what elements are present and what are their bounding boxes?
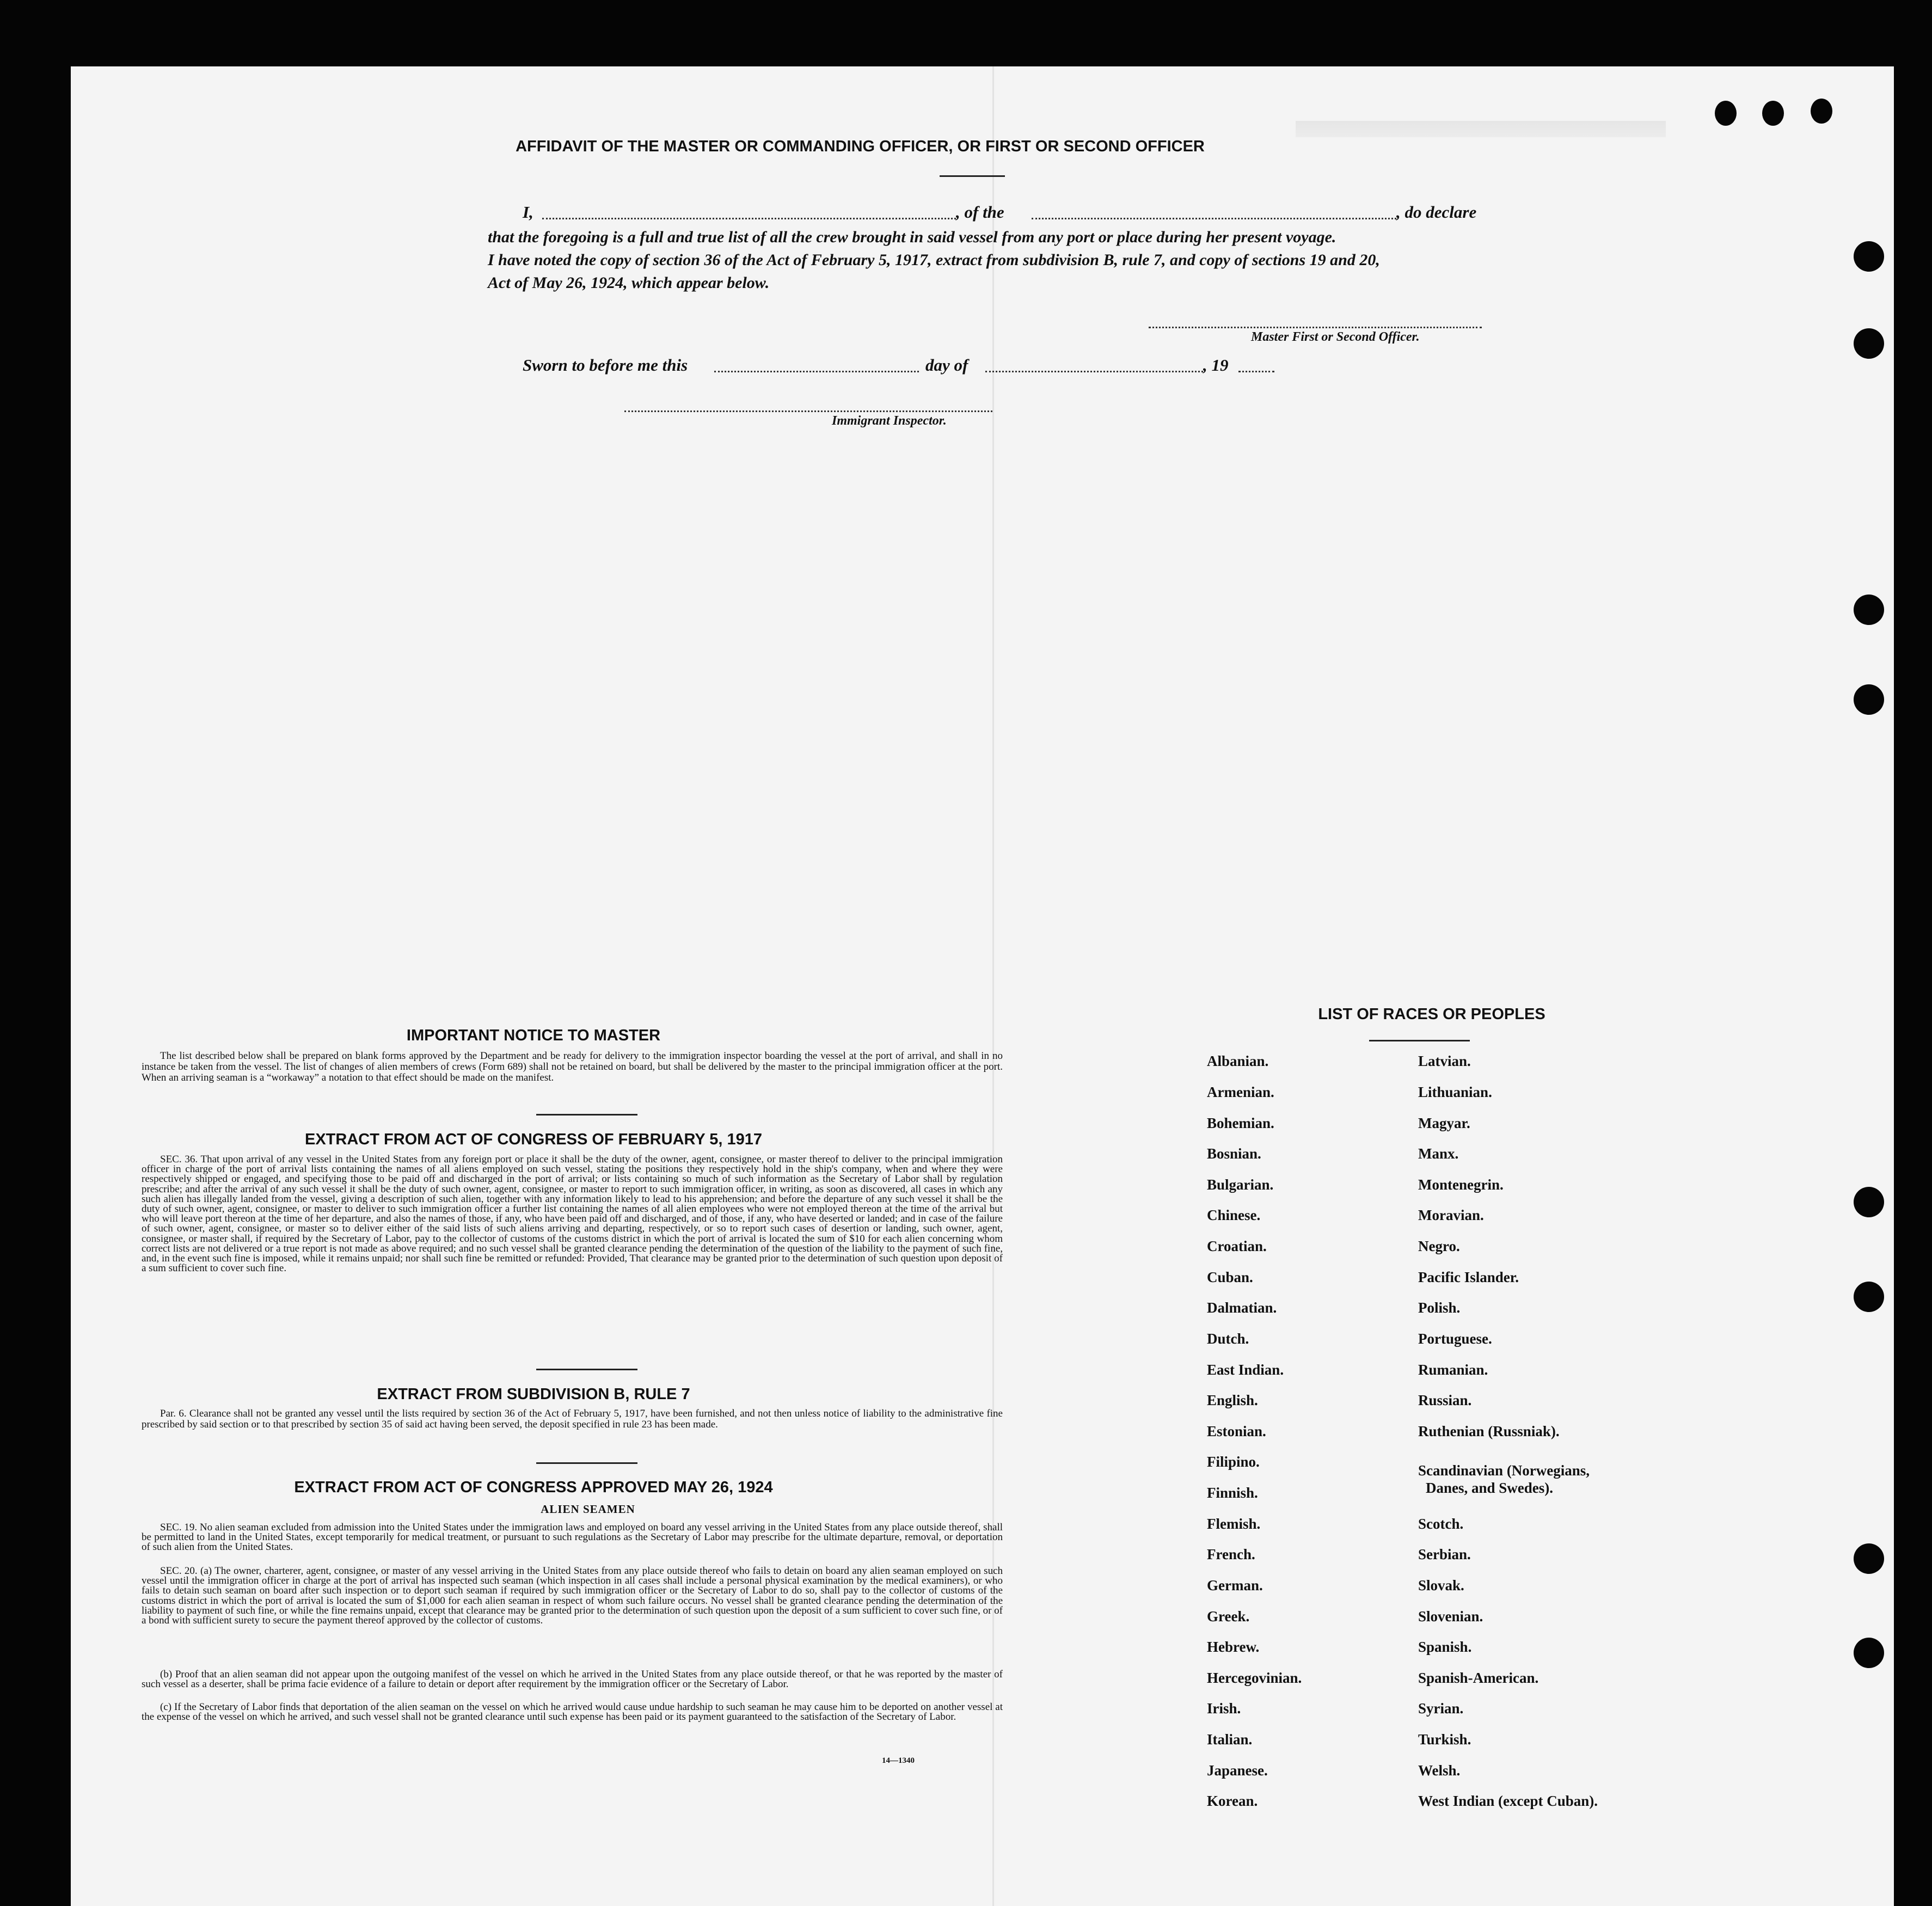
sworn-day-of: day of <box>925 356 968 375</box>
race-item: Albanian. <box>1207 1053 1269 1069</box>
punch-hole-icon <box>1854 241 1884 272</box>
notice-title: IMPORTANT NOTICE TO MASTER <box>406 1027 661 1044</box>
race-item: Spanish-American. <box>1418 1670 1539 1686</box>
race-item: Chinese. <box>1207 1207 1261 1223</box>
race-item: Bulgarian. <box>1207 1176 1274 1193</box>
affidavit-title: AFFIDAVIT OF THE MASTER OR COMMANDING OFFICER, OR FIRST OR SECOND OFFICER <box>516 138 1205 155</box>
race-item: Latvian. <box>1418 1053 1471 1069</box>
race-item: Magyar. <box>1418 1115 1470 1131</box>
punch-hole-icon <box>1811 99 1832 124</box>
extract-1924-subtitle: ALIEN SEAMEN <box>541 1503 635 1516</box>
declare-line-2: that the foregoing is a full and true list of all the crew brought in said vessel from any port or place during her present voyage. <box>488 228 1336 246</box>
race-item: Moravian. <box>1418 1207 1484 1223</box>
divider-3 <box>536 1462 637 1464</box>
sworn-day-blank[interactable] <box>714 371 919 372</box>
race-item: Dutch. <box>1207 1331 1249 1347</box>
race-item: Montenegrin. <box>1418 1176 1504 1193</box>
extract-1924-sec20c: (c) If the Secretary of Labor finds that deportation of the alien seaman on the vessel on which he arrived would cause undue hardship to such seaman he may cause him to be deported on another vessel at the expense of the vessel on which he arrived, and such vessel shall not be granted clearance until such expense has been paid or its payment guaranteed to the satisfaction of the Secretary of Labor. <box>142 1701 1003 1723</box>
race-item: Welsh. <box>1418 1762 1461 1779</box>
race-item: German. <box>1207 1577 1263 1594</box>
race-item: Pacific Islander. <box>1418 1269 1519 1285</box>
race-item: Croatian. <box>1207 1238 1267 1254</box>
race-item: Cuban. <box>1207 1269 1253 1285</box>
title-underline <box>940 175 1005 177</box>
race-item: Japanese. <box>1207 1762 1268 1779</box>
vessel-blank[interactable] <box>1032 218 1396 219</box>
form-number: 14—1340 <box>882 1756 915 1765</box>
declare-i: I, <box>523 203 533 222</box>
race-item: Rumanian. <box>1418 1362 1488 1378</box>
bleed-through-header <box>1296 121 1666 137</box>
declare-line-3: I have noted the copy of section 36 of the Act of February 5, 1917, extract from subdivision B, rule 7, and copy of sections 19 and 20, <box>488 251 1380 269</box>
race-item: Russian. <box>1418 1392 1472 1408</box>
master-signature-line[interactable] <box>1149 327 1482 328</box>
race-item: Portuguese. <box>1418 1331 1492 1347</box>
race-item: Lithuanian. <box>1418 1084 1492 1100</box>
race-item: Bohemian. <box>1207 1115 1274 1131</box>
race-item: Greek. <box>1207 1608 1250 1625</box>
race-item: Slovenian. <box>1418 1608 1483 1625</box>
race-item: Italian. <box>1207 1731 1253 1748</box>
inspector-signature-line[interactable] <box>624 410 992 412</box>
race-item: English. <box>1207 1392 1258 1408</box>
document-sheet <box>71 66 1894 1906</box>
punch-hole-icon <box>1854 1543 1884 1574</box>
races-title: LIST OF RACES OR PEOPLES <box>1318 1006 1545 1023</box>
extract-1924-title: EXTRACT FROM ACT OF CONGRESS APPROVED MAY 26, 1924 <box>294 1479 773 1496</box>
sworn-line <box>523 356 1285 377</box>
race-item: Bosnian. <box>1207 1145 1261 1162</box>
sworn-month-blank[interactable] <box>985 371 1203 372</box>
race-item: Polish. <box>1418 1300 1461 1316</box>
name-blank[interactable] <box>542 218 956 219</box>
race-item: Spanish. <box>1418 1639 1472 1655</box>
races-underline <box>1369 1040 1470 1041</box>
race-item: Syrian. <box>1418 1700 1464 1717</box>
race-item: Negro. <box>1418 1238 1460 1254</box>
extract-1924-sec20b: (b) Proof that an alien seaman did not appear upon the outgoing manifest of the vessel on which he arrived in the United States from any place outside thereof, or that he was reported by the master of such vessel as a deserter, shall be prima facie evidence of a failure to detain or deport after requirement by the immigration officer or the Secretary of Labor. <box>142 1669 1003 1690</box>
race-item: Korean. <box>1207 1793 1258 1809</box>
punch-hole-icon <box>1854 1187 1884 1217</box>
sworn-year: , 19 <box>1203 356 1229 375</box>
race-item: Finnish. <box>1207 1485 1258 1501</box>
punch-hole-icon <box>1854 1282 1884 1312</box>
sworn-year-blank[interactable] <box>1238 371 1274 372</box>
extract-rule7-title: EXTRACT FROM SUBDIVISION B, RULE 7 <box>377 1386 690 1403</box>
master-signature-label: Master First or Second Officer. <box>1251 330 1420 344</box>
punch-hole-icon <box>1854 328 1884 359</box>
race-item: Danes, and Swedes). <box>1426 1480 1554 1496</box>
race-item: Estonian. <box>1207 1423 1266 1439</box>
inspector-label: Immigrant Inspector. <box>832 414 947 428</box>
race-item: French. <box>1207 1546 1255 1562</box>
extract-rule7-text: Par. 6. Clearance shall not be granted any vessel until the lists required by section 36 of the Act of February 5, 1917, have been furnished, and not then unless notice of liability to the administrative fine prescribed by said section or to that prescribed by section 35 of said act having been served, the deposit specified in rule 23 has been made. <box>142 1408 1003 1430</box>
notice-text: The list described below shall be prepared on blank forms approved by the Department and be ready for delivery to the immigration inspector boarding the vessel at the port of arrival, and shall in no instance be taken from the vessel. The list of changes of alien members of crews (Form 689) shall not be retained on board, but shall be delivered by the master to the principal immigration officer at the port. When an arriving seaman is a “workaway” a notation to that effect should be made on the manifest. <box>142 1050 1003 1083</box>
punch-hole-icon <box>1762 101 1784 126</box>
race-item: Armenian. <box>1207 1084 1274 1100</box>
declare-do-declare: , do declare <box>1396 203 1477 222</box>
page-fold <box>992 66 994 1906</box>
extract-1924-sec20a: SEC. 20. (a) The owner, charterer, agent, consignee, or master of any vessel arriving in the United States from any place outside thereof who fails to detain on board any alien seaman employed on such vessel until the immigration officer in charge at the port of arrival has inspected such seaman (which inspection in all cases shall include a personal physical examination by the medical examiners), or who fails to detain such seaman on board after such inspection or to deport such seaman if required by such immigration officer or the Secretary of Labor to do so, shall pay to the collector of customs of the customs district in which the port of arrival is located the sum of $1,000 for each alien seaman in respect of whom such failure occurs. No vessel shall be granted clearance pending the determination of the liability to payment of such fine, or while the fine remains unpaid, except that clearance may be granted prior to the determination of such question upon the deposit of a sum sufficient to cover such fine, or of a bond with sufficient surety to secure the payment thereof approved by the collector of customs. <box>142 1565 1003 1627</box>
race-item: East Indian. <box>1207 1362 1284 1378</box>
race-item: West Indian (except Cuban). <box>1418 1793 1598 1809</box>
punch-hole-icon <box>1854 1638 1884 1668</box>
race-item: Dalmatian. <box>1207 1300 1277 1316</box>
race-item: Irish. <box>1207 1700 1241 1717</box>
race-item: Ruthenian (Russniak). <box>1418 1423 1560 1439</box>
race-item: Manx. <box>1418 1145 1459 1162</box>
divider-1 <box>536 1114 637 1116</box>
declare-line-4: Act of May 26, 1924, which appear below. <box>488 274 770 292</box>
race-item: Scotch. <box>1418 1516 1464 1532</box>
extract-1917-text: SEC. 36. That upon arrival of any vessel in the United States from any foreign port or place it shall be the duty of the owner, agent, consignee, or master thereof to deliver to the principal immigration officer in charge of the port of arrival lists containing the names of all aliens employed on such vessel, stating the positions they respectively hold in the ship's company, when and where they were respectively shipped or engaged, and specifying those to be paid off and discharged in the port of arrival; or lists containing so much of such information as the Secretary of Labor shall by regulation prescribe; and after the arrival of any such vessel it shall be the duty of such owner, agent, consignee, or master to report to such immigration officer, in writing, as soon as discovered, all cases in which any such alien has illegally landed from the vessel, giving a description of such alien, together with any information likely to lead to his apprehension; and before the departure of any such vessel it shall be the duty of such owner, agent, consignee, or master to deliver to such immigration officer a further list containing the names of all alien employees who were not employed thereon at the time of the arrival but who will leave port thereon at the time of her departure, and also the names of those, if any, who have been paid off and discharged, and of those, if any, who have deserted or landed; and in case of the failure of such owner, agent, consignee, or master so to deliver either of the said lists of such aliens arriving and departing, respectively, or so to report such cases of desertion or landing, such owner, agent, consignee, or master shall, if required by the Secretary of Labor, pay to the collector of customs of the customs district in which the port of arrival is located the sum of $10 for each alien concerning whom correct lists are not delivered or a true report is not made as above required; and no such vessel shall be granted clearance pending the determination of the question of the liability to the payment of such fine, and, in the event such fine is imposed, while it remains unpaid; nor shall such fine be remitted or refunded: Provided, That clearance may be granted prior to the determination of such question upon deposit of a sum sufficient to cover such fine. <box>142 1154 1003 1274</box>
punch-hole-icon <box>1715 101 1737 126</box>
declare-of-the: , of the <box>956 203 1004 222</box>
sworn-before: Sworn to before me this <box>523 356 688 375</box>
race-item: Scandinavian (Norwegians, <box>1418 1462 1590 1479</box>
extract-1924-sec19: SEC. 19. No alien seaman excluded from admission into the United States under the immigration laws and employed on board any vessel arriving in the United States from any place outside thereof, shall be permitted to land in the United States, except temporarily for medical treatment, or pursuant to such regulations as the Secretary of Labor may prescribe for the ultimate departure, removal, or deportation of such alien from the United States. <box>142 1522 1003 1553</box>
race-item: Hebrew. <box>1207 1639 1260 1655</box>
race-item: Filipino. <box>1207 1454 1260 1470</box>
race-item: Hercegovinian. <box>1207 1670 1302 1686</box>
race-item: Slovak. <box>1418 1577 1464 1594</box>
race-item: Turkish. <box>1418 1731 1471 1748</box>
punch-hole-icon <box>1854 595 1884 625</box>
punch-hole-icon <box>1854 684 1884 715</box>
declare-line <box>523 203 1573 224</box>
race-item: Serbian. <box>1418 1546 1471 1562</box>
divider-2 <box>536 1369 637 1370</box>
race-item: Flemish. <box>1207 1516 1261 1532</box>
extract-1917-title: EXTRACT FROM ACT OF CONGRESS OF FEBRUARY 5, 1917 <box>304 1131 763 1148</box>
